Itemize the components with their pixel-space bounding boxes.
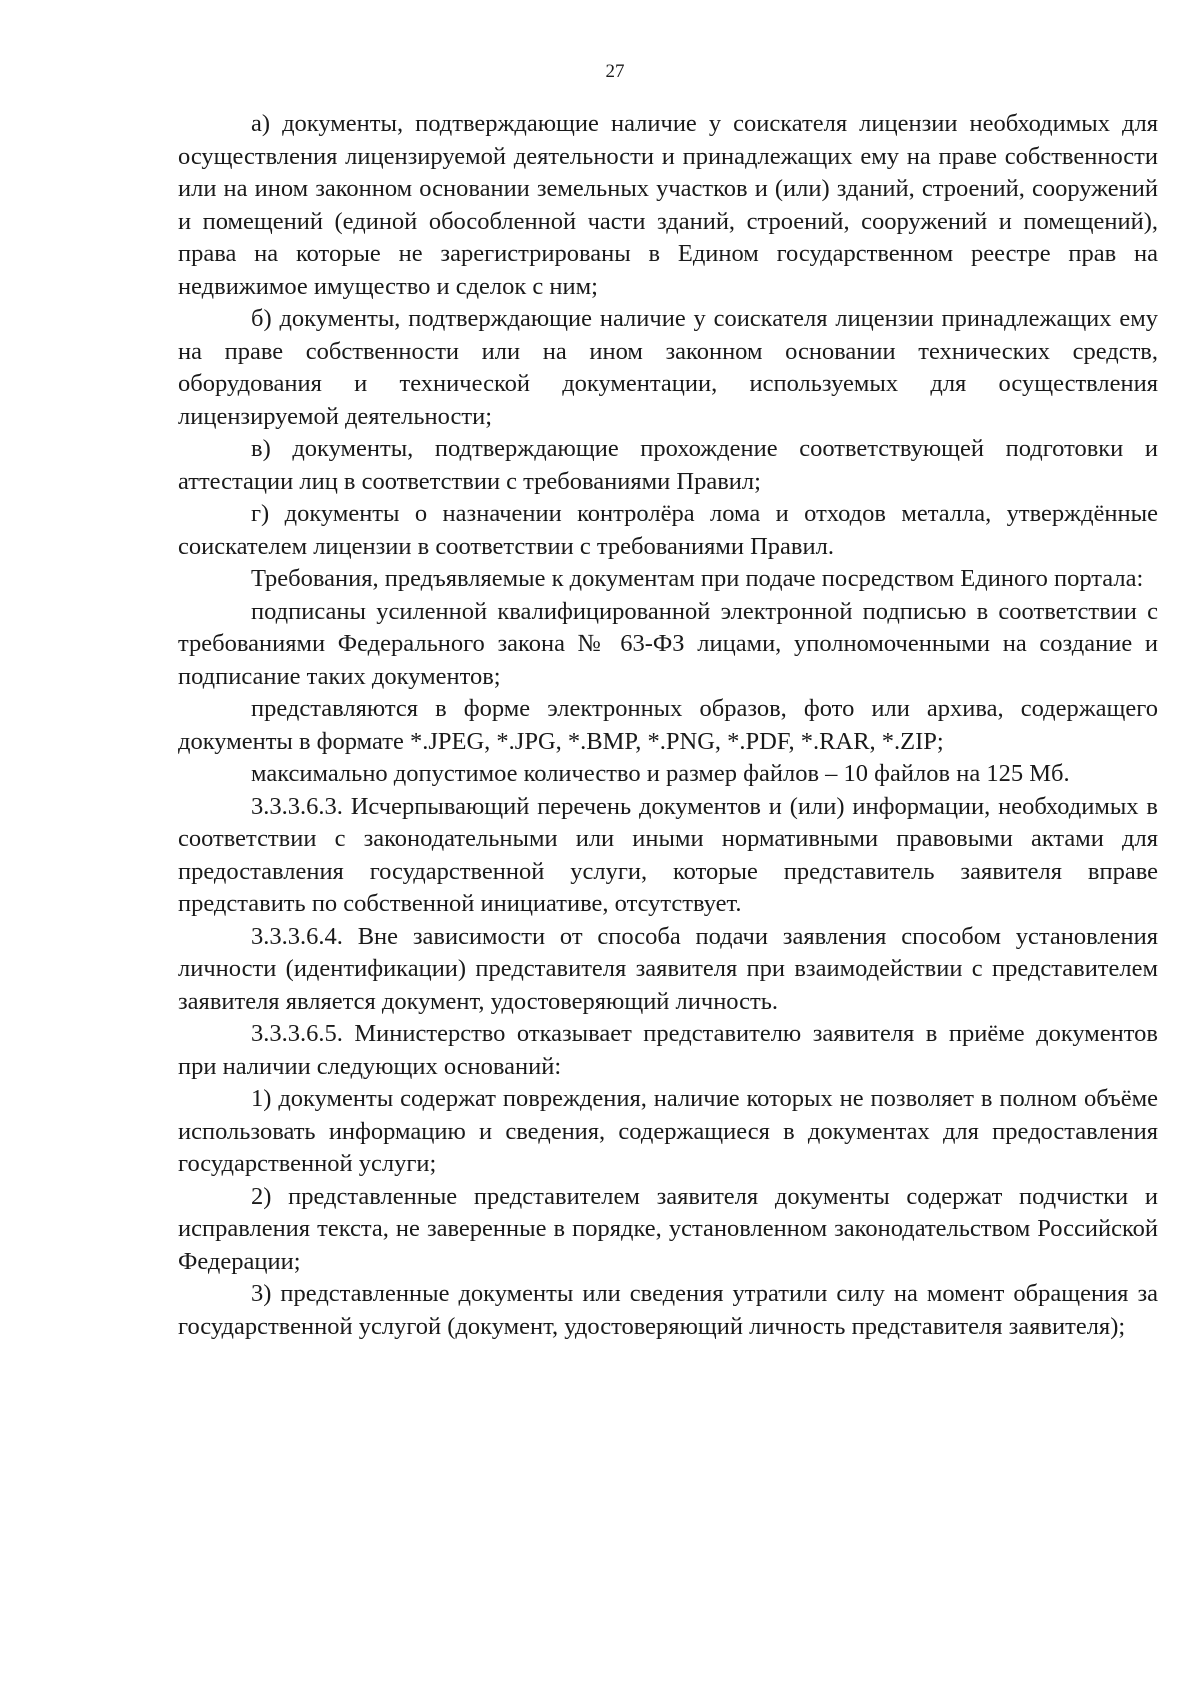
paragraph-portal-requirements: Требования, предъявляемые к документам при подаче посредством Единого портала: — [251, 565, 1144, 592]
section-3-3-3-6-5: 3.3.3.6.5. Министерство отказывает представителю заявителя в приёме документов при наличии следующих оснований: — [178, 1020, 1158, 1080]
refusal-ground-2: 2) представленные представителем заявителя документы содержат подчистки и исправления текста, не заверенные в порядке, установленном законодательством Российской Федерации; — [178, 1182, 1158, 1275]
section-3-3-3-6-4: 3.3.3.6.4. Вне зависимости от способа подачи заявления способом установления личности (идентификации) представителя заявителя при взаимодействии с представителем заявителя является документ, удостоверяющий личность. — [178, 922, 1158, 1015]
paragraph-g-controller-appointment: г) документы о назначении контролёра лома и отходов металла, утверждённые соискателем лицензии в соответствии с требованиями Правил. — [178, 500, 1158, 560]
refusal-ground-1: 1) документы содержат повреждения, наличие которых не позволяет в полном объёме использовать информацию и сведения, содержащиеся в документах для предоставления государственной услуги; — [178, 1085, 1158, 1177]
paragraph-file-limits: максимально допустимое количество и размер файлов – 10 файлов на 125 Мб. — [251, 760, 1070, 787]
document-body — [178, 108, 1158, 1343]
refusal-ground-3: 3) представленные документы или сведения утратили силу на момент обращения за государственной услугой (документ, удостоверяющий личность представителя заявителя); — [178, 1280, 1158, 1340]
paragraph-v-training-certification: в) документы, подтверждающие прохождение соответствующей подготовки и аттестации лиц в соответствии с требованиями Правил; — [178, 435, 1158, 495]
paragraph-a-land-and-buildings: а) документы, подтверждающие наличие у соискателя лицензии необходимых для осуществления лицензируемой деятельности и принадлежащих ему на праве собственности или на ином законном основании земельных участков и (или) зданий, строений, сооружений и помещений (единой обособленной части зданий, строений, сооружений и помещений), права на которые не зарегистрированы в Едином государственном реестре прав на недвижимое имущество и сделок с ним; — [178, 110, 1158, 300]
paragraph-signature-requirement: подписаны усиленной квалифицированной электронной подписью в соответствии с требованиями Федерального закона № 63-ФЗ лицами, уполномоченными на создание и подписание таких документов; — [178, 597, 1158, 690]
paragraph-b-technical-means: б) документы, подтверждающие наличие у соискателя лицензии принадлежащих ему на праве собственности или на ином законном основании технических средств, оборудования и технической документации, используемых для осуществления лицензируемой деятельности; — [178, 305, 1158, 430]
paragraph-file-formats: представляются в форме электронных образов, фото или архива, содержащего документы в формате *.JPEG, *.JPG, *.BMP, *.PNG, *.PDF, *.RAR, *.ZIP; — [178, 695, 1158, 755]
page-number: 27 — [605, 61, 625, 82]
section-3-3-3-6-3: 3.3.3.6.3. Исчерпывающий перечень документов и (или) информации, необходимых в соответствии с законодательными или иными нормативными правовыми актами для предоставления государственной услуги, которые представитель заявителя вправе представить по собственной инициативе, отсутствует. — [178, 792, 1158, 917]
